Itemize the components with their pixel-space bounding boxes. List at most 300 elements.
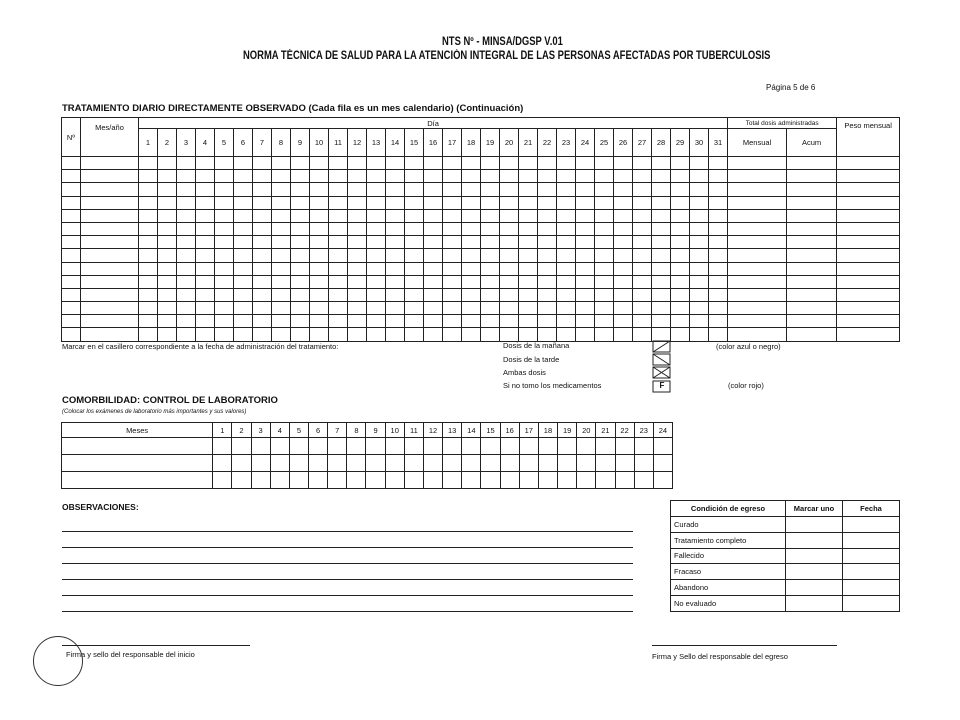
tdo-cell[interactable] <box>215 328 234 341</box>
tdo-cell[interactable] <box>614 262 633 275</box>
tdo-cell[interactable] <box>709 328 728 341</box>
tdo-cell[interactable] <box>329 249 348 262</box>
tdo-cell[interactable] <box>837 170 900 183</box>
tdo-cell[interactable] <box>424 288 443 301</box>
tdo-cell[interactable] <box>234 222 253 235</box>
tdo-cell[interactable] <box>837 249 900 262</box>
tdo-cell[interactable] <box>519 236 538 249</box>
tdo-cell[interactable] <box>291 236 310 249</box>
tdo-cell[interactable] <box>62 222 81 235</box>
tdo-cell[interactable] <box>462 196 481 209</box>
tdo-cell[interactable] <box>557 157 576 170</box>
date-cell[interactable] <box>843 548 900 564</box>
tdo-cell[interactable] <box>310 236 329 249</box>
tdo-cell[interactable] <box>538 315 557 328</box>
lab-cell[interactable] <box>577 472 596 489</box>
tdo-cell[interactable] <box>787 288 837 301</box>
tdo-cell[interactable] <box>62 209 81 222</box>
tdo-cell[interactable] <box>557 288 576 301</box>
tdo-cell[interactable] <box>538 209 557 222</box>
tdo-cell[interactable] <box>253 328 272 341</box>
lab-cell[interactable] <box>62 438 213 455</box>
tdo-cell[interactable] <box>215 302 234 315</box>
tdo-cell[interactable] <box>386 170 405 183</box>
lab-cell[interactable] <box>328 455 347 472</box>
lab-cell[interactable] <box>385 438 404 455</box>
tdo-cell[interactable] <box>62 315 81 328</box>
lab-cell[interactable] <box>615 472 634 489</box>
tdo-cell[interactable] <box>405 249 424 262</box>
lab-cell[interactable] <box>347 455 366 472</box>
lab-cell[interactable] <box>213 438 232 455</box>
lab-cell[interactable] <box>385 455 404 472</box>
lab-cell[interactable] <box>615 438 634 455</box>
tdo-cell[interactable] <box>158 315 177 328</box>
lab-cell[interactable] <box>289 438 308 455</box>
tdo-cell[interactable] <box>595 209 614 222</box>
tdo-cell[interactable] <box>234 275 253 288</box>
tdo-cell[interactable] <box>348 222 367 235</box>
tdo-cell[interactable] <box>633 170 652 183</box>
tdo-cell[interactable] <box>81 288 139 301</box>
lab-cell[interactable] <box>653 472 672 489</box>
tdo-cell[interactable] <box>557 249 576 262</box>
tdo-cell[interactable] <box>253 170 272 183</box>
tdo-cell[interactable] <box>614 222 633 235</box>
tdo-cell[interactable] <box>215 209 234 222</box>
tdo-cell[interactable] <box>424 262 443 275</box>
tdo-cell[interactable] <box>690 196 709 209</box>
tdo-cell[interactable] <box>728 262 787 275</box>
tdo-cell[interactable] <box>728 196 787 209</box>
tdo-cell[interactable] <box>81 275 139 288</box>
lab-cell[interactable] <box>270 455 289 472</box>
tdo-cell[interactable] <box>787 236 837 249</box>
tdo-cell[interactable] <box>215 262 234 275</box>
tdo-cell[interactable] <box>576 288 595 301</box>
tdo-cell[interactable] <box>652 236 671 249</box>
tdo-cell[interactable] <box>576 236 595 249</box>
tdo-cell[interactable] <box>253 249 272 262</box>
tdo-cell[interactable] <box>671 183 690 196</box>
tdo-cell[interactable] <box>81 249 139 262</box>
lab-cell[interactable] <box>213 455 232 472</box>
tdo-cell[interactable] <box>62 288 81 301</box>
tdo-cell[interactable] <box>405 328 424 341</box>
tdo-cell[interactable] <box>614 170 633 183</box>
signature-line-start[interactable] <box>62 645 250 646</box>
tdo-cell[interactable] <box>576 209 595 222</box>
tdo-cell[interactable] <box>728 222 787 235</box>
lab-cell[interactable] <box>251 472 270 489</box>
lab-cell[interactable] <box>596 455 615 472</box>
tdo-cell[interactable] <box>652 302 671 315</box>
tdo-cell[interactable] <box>291 170 310 183</box>
tdo-cell[interactable] <box>424 315 443 328</box>
tdo-cell[interactable] <box>367 196 386 209</box>
tdo-cell[interactable] <box>386 196 405 209</box>
lab-cell[interactable] <box>328 472 347 489</box>
tdo-cell[interactable] <box>690 328 709 341</box>
tdo-cell[interactable] <box>158 170 177 183</box>
tdo-cell[interactable] <box>709 302 728 315</box>
tdo-cell[interactable] <box>481 209 500 222</box>
tdo-cell[interactable] <box>837 275 900 288</box>
tdo-cell[interactable] <box>367 328 386 341</box>
tdo-cell[interactable] <box>443 183 462 196</box>
lab-cell[interactable] <box>328 438 347 455</box>
tdo-cell[interactable] <box>177 262 196 275</box>
tdo-cell[interactable] <box>158 288 177 301</box>
tdo-cell[interactable] <box>329 209 348 222</box>
tdo-cell[interactable] <box>81 262 139 275</box>
signature-line-discharge[interactable] <box>652 645 837 646</box>
tdo-cell[interactable] <box>81 236 139 249</box>
lab-cell[interactable] <box>232 472 251 489</box>
date-cell[interactable] <box>843 564 900 580</box>
tdo-cell[interactable] <box>234 288 253 301</box>
tdo-cell[interactable] <box>253 315 272 328</box>
mark-one-cell[interactable] <box>786 532 843 548</box>
lab-cell[interactable] <box>309 455 328 472</box>
tdo-cell[interactable] <box>481 170 500 183</box>
tdo-cell[interactable] <box>443 157 462 170</box>
lab-cell[interactable] <box>577 438 596 455</box>
lab-cell[interactable] <box>404 438 423 455</box>
tdo-cell[interactable] <box>709 288 728 301</box>
tdo-cell[interactable] <box>158 302 177 315</box>
tdo-cell[interactable] <box>177 157 196 170</box>
tdo-cell[interactable] <box>272 170 291 183</box>
tdo-cell[interactable] <box>576 157 595 170</box>
tdo-cell[interactable] <box>538 302 557 315</box>
tdo-cell[interactable] <box>310 183 329 196</box>
tdo-cell[interactable] <box>424 249 443 262</box>
tdo-cell[interactable] <box>443 170 462 183</box>
tdo-cell[interactable] <box>310 196 329 209</box>
tdo-cell[interactable] <box>367 275 386 288</box>
observation-line[interactable] <box>62 579 633 580</box>
tdo-cell[interactable] <box>519 209 538 222</box>
tdo-cell[interactable] <box>139 196 158 209</box>
mark-one-cell[interactable] <box>786 548 843 564</box>
lab-cell[interactable] <box>653 438 672 455</box>
tdo-cell[interactable] <box>500 236 519 249</box>
tdo-cell[interactable] <box>348 302 367 315</box>
tdo-cell[interactable] <box>652 157 671 170</box>
tdo-cell[interactable] <box>405 275 424 288</box>
tdo-cell[interactable] <box>709 196 728 209</box>
tdo-cell[interactable] <box>633 328 652 341</box>
tdo-cell[interactable] <box>671 262 690 275</box>
lab-cell[interactable] <box>270 472 289 489</box>
tdo-cell[interactable] <box>462 222 481 235</box>
lab-cell[interactable] <box>519 455 538 472</box>
tdo-cell[interactable] <box>367 302 386 315</box>
tdo-cell[interactable] <box>787 249 837 262</box>
tdo-cell[interactable] <box>139 249 158 262</box>
tdo-cell[interactable] <box>500 288 519 301</box>
tdo-cell[interactable] <box>595 183 614 196</box>
tdo-cell[interactable] <box>481 249 500 262</box>
tdo-cell[interactable] <box>215 315 234 328</box>
tdo-cell[interactable] <box>709 183 728 196</box>
tdo-cell[interactable] <box>405 170 424 183</box>
tdo-cell[interactable] <box>787 196 837 209</box>
tdo-cell[interactable] <box>481 315 500 328</box>
tdo-cell[interactable] <box>595 236 614 249</box>
tdo-cell[interactable] <box>595 262 614 275</box>
tdo-cell[interactable] <box>158 222 177 235</box>
tdo-cell[interactable] <box>329 302 348 315</box>
tdo-cell[interactable] <box>62 302 81 315</box>
tdo-cell[interactable] <box>367 157 386 170</box>
tdo-cell[interactable] <box>633 302 652 315</box>
tdo-cell[interactable] <box>272 157 291 170</box>
tdo-cell[interactable] <box>329 288 348 301</box>
tdo-cell[interactable] <box>177 183 196 196</box>
tdo-cell[interactable] <box>671 315 690 328</box>
tdo-cell[interactable] <box>614 288 633 301</box>
tdo-cell[interactable] <box>310 275 329 288</box>
tdo-cell[interactable] <box>595 157 614 170</box>
tdo-cell[interactable] <box>177 302 196 315</box>
tdo-cell[interactable] <box>291 315 310 328</box>
tdo-cell[interactable] <box>139 222 158 235</box>
tdo-cell[interactable] <box>519 328 538 341</box>
observation-line[interactable] <box>62 611 633 612</box>
tdo-cell[interactable] <box>329 157 348 170</box>
tdo-cell[interactable] <box>728 275 787 288</box>
tdo-cell[interactable] <box>443 196 462 209</box>
tdo-cell[interactable] <box>139 170 158 183</box>
tdo-cell[interactable] <box>177 288 196 301</box>
tdo-cell[interactable] <box>424 236 443 249</box>
tdo-cell[interactable] <box>348 183 367 196</box>
tdo-cell[interactable] <box>500 302 519 315</box>
tdo-cell[interactable] <box>196 302 215 315</box>
tdo-cell[interactable] <box>557 183 576 196</box>
observation-line[interactable] <box>62 531 633 532</box>
tdo-cell[interactable] <box>787 328 837 341</box>
tdo-cell[interactable] <box>500 328 519 341</box>
tdo-cell[interactable] <box>443 328 462 341</box>
tdo-cell[interactable] <box>177 328 196 341</box>
tdo-cell[interactable] <box>787 275 837 288</box>
tdo-cell[interactable] <box>481 288 500 301</box>
tdo-cell[interactable] <box>614 328 633 341</box>
tdo-cell[interactable] <box>62 262 81 275</box>
tdo-cell[interactable] <box>215 275 234 288</box>
tdo-cell[interactable] <box>291 262 310 275</box>
tdo-cell[interactable] <box>348 209 367 222</box>
tdo-cell[interactable] <box>500 222 519 235</box>
tdo-cell[interactable] <box>728 249 787 262</box>
date-cell[interactable] <box>843 580 900 596</box>
tdo-cell[interactable] <box>215 170 234 183</box>
tdo-cell[interactable] <box>633 288 652 301</box>
tdo-cell[interactable] <box>519 170 538 183</box>
tdo-cell[interactable] <box>837 262 900 275</box>
tdo-cell[interactable] <box>690 315 709 328</box>
tdo-cell[interactable] <box>538 222 557 235</box>
tdo-cell[interactable] <box>386 302 405 315</box>
tdo-cell[interactable] <box>424 170 443 183</box>
tdo-cell[interactable] <box>481 262 500 275</box>
tdo-cell[interactable] <box>329 275 348 288</box>
tdo-cell[interactable] <box>386 183 405 196</box>
tdo-cell[interactable] <box>215 157 234 170</box>
tdo-cell[interactable] <box>158 328 177 341</box>
tdo-cell[interactable] <box>652 222 671 235</box>
tdo-cell[interactable] <box>424 183 443 196</box>
tdo-cell[interactable] <box>158 157 177 170</box>
tdo-cell[interactable] <box>595 170 614 183</box>
tdo-cell[interactable] <box>787 302 837 315</box>
tdo-cell[interactable] <box>310 328 329 341</box>
tdo-cell[interactable] <box>787 222 837 235</box>
tdo-cell[interactable] <box>405 183 424 196</box>
tdo-cell[interactable] <box>443 302 462 315</box>
tdo-cell[interactable] <box>614 275 633 288</box>
lab-cell[interactable] <box>251 455 270 472</box>
tdo-cell[interactable] <box>462 157 481 170</box>
tdo-cell[interactable] <box>62 183 81 196</box>
tdo-cell[interactable] <box>538 236 557 249</box>
tdo-cell[interactable] <box>386 315 405 328</box>
tdo-cell[interactable] <box>329 328 348 341</box>
tdo-cell[interactable] <box>424 209 443 222</box>
tdo-cell[interactable] <box>787 315 837 328</box>
tdo-cell[interactable] <box>709 262 728 275</box>
tdo-cell[interactable] <box>272 302 291 315</box>
tdo-cell[interactable] <box>595 275 614 288</box>
tdo-cell[interactable] <box>633 236 652 249</box>
lab-cell[interactable] <box>538 472 557 489</box>
lab-cell[interactable] <box>443 455 462 472</box>
tdo-cell[interactable] <box>728 236 787 249</box>
tdo-cell[interactable] <box>652 315 671 328</box>
tdo-cell[interactable] <box>690 262 709 275</box>
tdo-cell[interactable] <box>481 222 500 235</box>
tdo-cell[interactable] <box>787 157 837 170</box>
tdo-cell[interactable] <box>81 315 139 328</box>
tdo-cell[interactable] <box>443 288 462 301</box>
lab-cell[interactable] <box>443 438 462 455</box>
tdo-cell[interactable] <box>253 157 272 170</box>
tdo-cell[interactable] <box>405 222 424 235</box>
tdo-cell[interactable] <box>253 288 272 301</box>
tdo-cell[interactable] <box>367 222 386 235</box>
tdo-cell[interactable] <box>196 183 215 196</box>
tdo-cell[interactable] <box>234 315 253 328</box>
tdo-cell[interactable] <box>196 262 215 275</box>
tdo-cell[interactable] <box>62 249 81 262</box>
tdo-cell[interactable] <box>462 328 481 341</box>
tdo-cell[interactable] <box>62 170 81 183</box>
tdo-cell[interactable] <box>272 288 291 301</box>
tdo-cell[interactable] <box>443 249 462 262</box>
tdo-cell[interactable] <box>215 196 234 209</box>
tdo-cell[interactable] <box>367 288 386 301</box>
tdo-cell[interactable] <box>329 315 348 328</box>
tdo-cell[interactable] <box>690 249 709 262</box>
tdo-cell[interactable] <box>310 157 329 170</box>
tdo-cell[interactable] <box>386 222 405 235</box>
lab-cell[interactable] <box>213 472 232 489</box>
lab-cell[interactable] <box>423 455 442 472</box>
mark-one-cell[interactable] <box>786 564 843 580</box>
tdo-cell[interactable] <box>196 222 215 235</box>
tdo-cell[interactable] <box>481 275 500 288</box>
tdo-cell[interactable] <box>253 302 272 315</box>
tdo-cell[interactable] <box>196 328 215 341</box>
tdo-cell[interactable] <box>177 236 196 249</box>
tdo-cell[interactable] <box>595 302 614 315</box>
tdo-cell[interactable] <box>62 236 81 249</box>
tdo-cell[interactable] <box>595 222 614 235</box>
tdo-cell[interactable] <box>234 236 253 249</box>
tdo-cell[interactable] <box>709 157 728 170</box>
tdo-cell[interactable] <box>557 328 576 341</box>
tdo-cell[interactable] <box>139 157 158 170</box>
lab-cell[interactable] <box>385 472 404 489</box>
tdo-cell[interactable] <box>652 170 671 183</box>
tdo-cell[interactable] <box>405 288 424 301</box>
tdo-cell[interactable] <box>690 170 709 183</box>
tdo-cell[interactable] <box>500 183 519 196</box>
tdo-cell[interactable] <box>728 302 787 315</box>
tdo-cell[interactable] <box>557 236 576 249</box>
tdo-cell[interactable] <box>576 315 595 328</box>
tdo-cell[interactable] <box>348 328 367 341</box>
tdo-cell[interactable] <box>709 209 728 222</box>
tdo-cell[interactable] <box>310 222 329 235</box>
tdo-cell[interactable] <box>158 262 177 275</box>
tdo-cell[interactable] <box>348 196 367 209</box>
lab-cell[interactable] <box>634 455 653 472</box>
tdo-cell[interactable] <box>576 275 595 288</box>
tdo-cell[interactable] <box>291 209 310 222</box>
lab-cell[interactable] <box>443 472 462 489</box>
tdo-cell[interactable] <box>462 183 481 196</box>
tdo-cell[interactable] <box>633 315 652 328</box>
tdo-cell[interactable] <box>576 183 595 196</box>
tdo-cell[interactable] <box>837 288 900 301</box>
lab-cell[interactable] <box>634 472 653 489</box>
tdo-cell[interactable] <box>443 275 462 288</box>
tdo-cell[interactable] <box>253 222 272 235</box>
tdo-cell[interactable] <box>291 328 310 341</box>
lab-cell[interactable] <box>481 438 500 455</box>
lab-cell[interactable] <box>596 472 615 489</box>
lab-cell[interactable] <box>481 455 500 472</box>
tdo-cell[interactable] <box>576 170 595 183</box>
tdo-cell[interactable] <box>443 315 462 328</box>
tdo-cell[interactable] <box>557 275 576 288</box>
tdo-cell[interactable] <box>500 209 519 222</box>
tdo-cell[interactable] <box>462 249 481 262</box>
tdo-cell[interactable] <box>633 275 652 288</box>
tdo-cell[interactable] <box>424 196 443 209</box>
tdo-cell[interactable] <box>500 196 519 209</box>
tdo-cell[interactable] <box>787 170 837 183</box>
tdo-cell[interactable] <box>462 236 481 249</box>
tdo-cell[interactable] <box>386 275 405 288</box>
tdo-cell[interactable] <box>519 262 538 275</box>
tdo-cell[interactable] <box>234 262 253 275</box>
tdo-cell[interactable] <box>253 275 272 288</box>
